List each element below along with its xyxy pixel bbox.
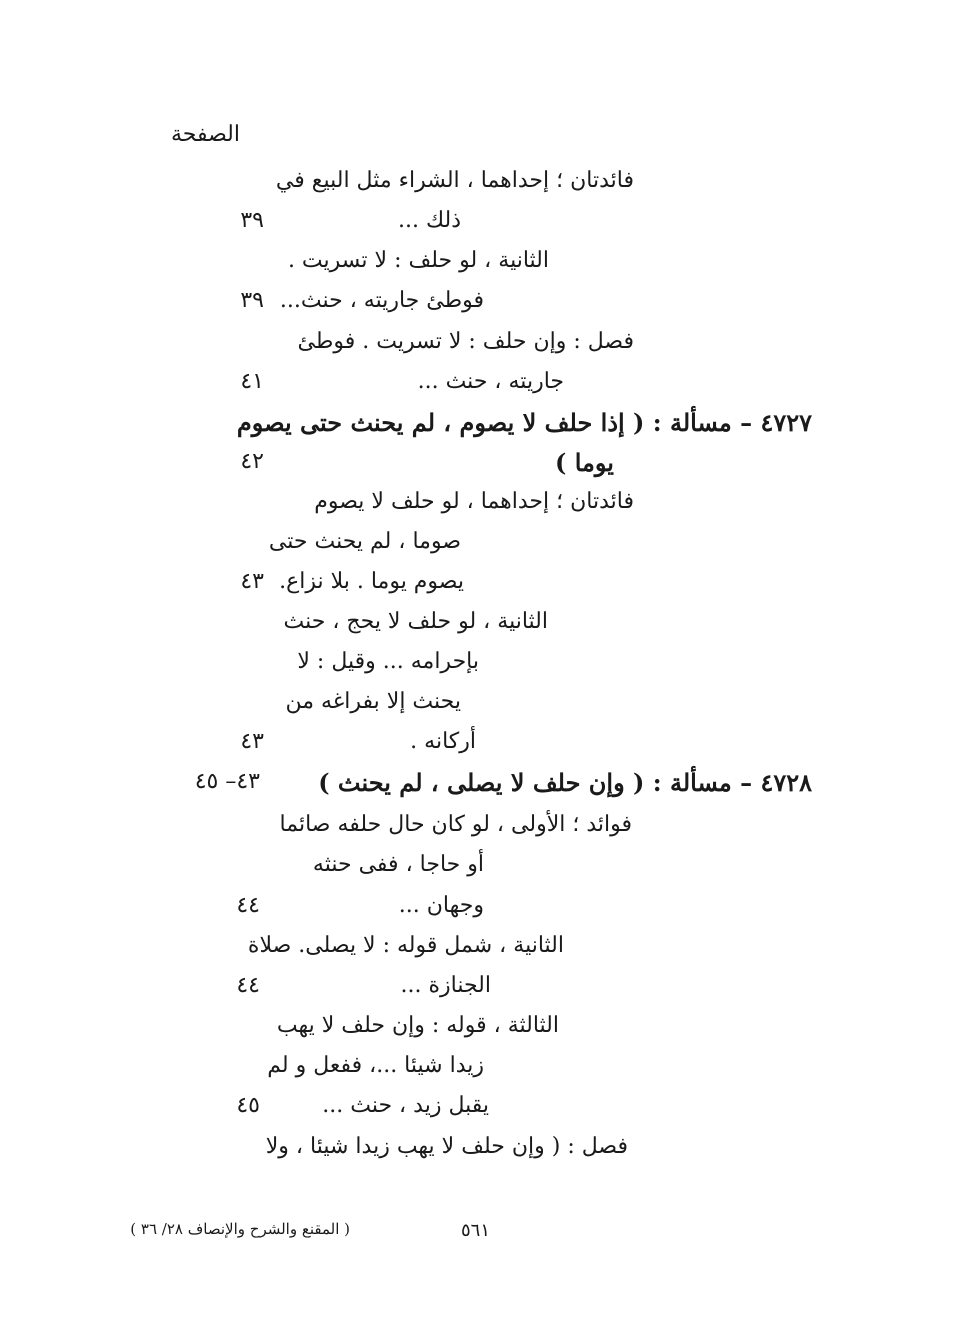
index-line: الجنازة ... (400, 973, 491, 998)
source-reference: ( المقنع والشرح والإنصاف ٢٨/ ٣٦ ) (130, 1220, 350, 1238)
index-line: فصل : وإن حلف : لا تسريت . فوطئ (297, 329, 634, 354)
index-line: فائدتان ؛ إحداهما ، لو حلف لا يصوم (314, 489, 634, 514)
page-ref: ٤٣ (240, 569, 264, 594)
page-ref: ٤٤ (236, 973, 260, 998)
page-ref: ٤١ (240, 369, 264, 394)
index-line: وجهان ... (398, 893, 484, 918)
index-line: يصوم يوما . بلا نزاع. (279, 569, 464, 594)
issue-heading: ٤٧٢٧ – مسألة : ( إذا حلف لا يصوم ، لم يحنث حتى يصوم (236, 408, 812, 437)
index-line: فائدتان ؛ إحداهما ، الشراء مثل البيع في (275, 168, 634, 193)
page-ref: ٣٩ (240, 288, 264, 313)
index-line: صوما ، لم يحنث حتى (268, 529, 461, 554)
page-ref: ٤٥ (236, 1093, 260, 1118)
index-line: يحنث إلا بفراغه من (285, 689, 461, 714)
index-line: ذلك ... (397, 208, 461, 233)
index-line: أركانه . (410, 729, 476, 754)
index-line: يقبل زيد ، حنث ... (322, 1093, 489, 1118)
index-line: جاريته ، حنث ... (417, 369, 564, 394)
index-line: الثالثة ، قوله : وإن حلف لا يهب (276, 1013, 559, 1038)
index-line: فوائد ؛ الأولى ، لو كان حال حلفه صائما (279, 812, 632, 837)
index-line: فوطئ جاريته ، حنث... (279, 288, 484, 313)
page-number: ٥٦١ (460, 1220, 490, 1241)
page-ref-range: ٤٣– ٤٥ (194, 769, 260, 794)
page-ref: ٣٩ (240, 208, 264, 233)
index-line: أو حاجا ، ففى حنثه (312, 852, 484, 877)
column-header-page: الصفحة (170, 122, 240, 147)
index-line: فصل : ( وإن حلف لا يهب زيدا شيئا ، ولا (265, 1134, 628, 1159)
index-line: الثانية ، لو حلف لا يحج ، حنث (283, 609, 548, 634)
page-ref: ٤٤ (236, 893, 260, 918)
index-line: الثانية ، لو حلف : لا تسريت . (287, 248, 549, 273)
index-line: الثانية ، شمل قوله : لا يصلى. صلاة (247, 933, 564, 958)
index-line: بإحرامه ... وقيل : لا (297, 649, 479, 674)
issue-heading-cont: يوما ) (555, 448, 614, 477)
page-ref: ٤٢ (240, 449, 264, 474)
issue-heading: ٤٧٢٨ – مسألة : ( وإن حلف لا يصلى ، لم يحنث ) (318, 768, 812, 797)
page-ref: ٤٣ (240, 729, 264, 754)
index-line: زيدا شيئا ...، ففعل و لم (267, 1053, 484, 1078)
